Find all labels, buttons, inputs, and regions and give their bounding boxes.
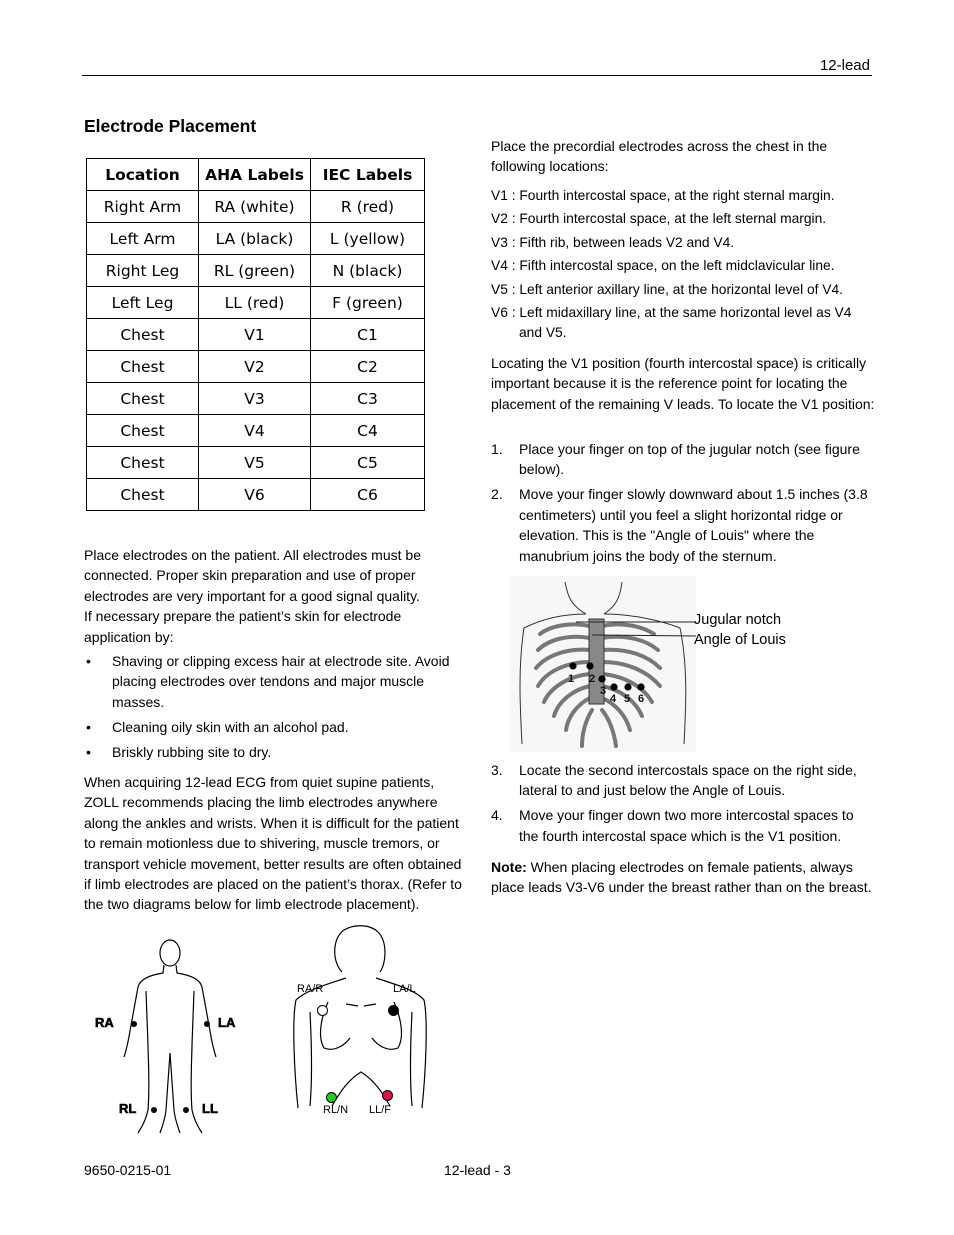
- cell-location: Left Arm: [87, 223, 199, 255]
- rl-electrode-dot: [326, 1092, 337, 1103]
- v-lead-item: V4 : Fifth intercostal space, on the left midclavicular line.: [491, 258, 835, 274]
- rl-n-label: RL/N: [323, 1104, 349, 1116]
- v-lead-item: V2 : Fourth intercostal space, at the left sternal margin.: [491, 211, 827, 227]
- section-title: Electrode Placement: [84, 116, 257, 136]
- ll-label: LL: [202, 1101, 218, 1116]
- cell-aha: V1: [199, 319, 311, 351]
- list-item: • Cleaning oily skin with an alcohol pad.: [84, 717, 464, 737]
- steps-list-b: [491, 760, 876, 851]
- table-row: [87, 319, 425, 351]
- header-iec: IEC Labels: [311, 159, 425, 191]
- la-label: LA: [218, 1015, 236, 1030]
- lead-number: 4: [610, 693, 617, 705]
- table-row: [87, 351, 425, 383]
- intro-paragraph: Place electrodes on the patient. All electrodes must be connected. Proper skin preparation and use of proper electrodes are very important for a good signal quality.: [84, 547, 421, 604]
- cell-iec: L (yellow): [311, 223, 425, 255]
- table-row: [87, 255, 425, 287]
- cell-location: Chest: [87, 415, 199, 447]
- lead-number: 3: [600, 685, 607, 697]
- cell-aha: LA (black): [199, 223, 311, 255]
- ll-electrode-dot: [382, 1090, 393, 1101]
- cell-location: Chest: [87, 447, 199, 479]
- list-item: 2. Move your finger slowly downward about 1.5 inches (3.8 centimeters) until you feel a slight horizontal ridge or elevation. This is the "Angle of Louis" where the manubrium joins the body of the sternum.: [491, 486, 868, 564]
- full-body-figure: [90, 935, 250, 1140]
- cell-iec: R (red): [311, 191, 425, 223]
- cell-location: Chest: [87, 479, 199, 511]
- v-lead-list: [491, 186, 876, 347]
- torso-figure: [288, 920, 434, 1120]
- list-item: • Shaving or clipping excess hair at electrode site. Avoid placing electrodes over tendons and major muscle masses.: [86, 653, 450, 710]
- la-l-label: LA/L: [393, 983, 416, 995]
- table-row: [87, 223, 425, 255]
- cell-location: Chest: [87, 319, 199, 351]
- ra-r-label: RA/R: [297, 983, 324, 995]
- cell-iec: C6: [311, 479, 425, 511]
- v-lead-item: V3 : Fifth rib, between leads V2 and V4.: [491, 234, 735, 250]
- ribcage-figure: [510, 576, 700, 752]
- prep-paragraph: If necessary prepare the patient’s skin for electrode application by:: [84, 608, 402, 645]
- cell-aha: LL (red): [199, 287, 311, 319]
- lead-number: 1: [568, 673, 575, 685]
- table-row: [87, 447, 425, 479]
- rl-label: RL: [119, 1101, 137, 1116]
- ll-f-label: LL/F: [369, 1104, 392, 1116]
- cell-location: Chest: [87, 351, 199, 383]
- bullet-symbol: •: [86, 653, 91, 670]
- bullet-symbol: •: [86, 743, 91, 760]
- cell-location: Right Arm: [87, 191, 199, 223]
- cell-aha: V6: [199, 479, 311, 511]
- list-item: 3. Locate the second intercostals space on the right side, lateral to and just below the Angle of Louis.: [491, 762, 857, 799]
- header-rule: [82, 75, 872, 76]
- cell-iec: C2: [311, 351, 425, 383]
- locating-paragraph: Locating the V1 position (fourth intercostal space) is critically important because it is the reference point for locating the placement of the remaining V leads. To locate the V1 position:: [491, 355, 875, 412]
- header-aha: AHA Labels: [199, 159, 311, 191]
- document-number: 9650-0215-01: [84, 1162, 172, 1178]
- la-electrode-dot: [388, 1005, 399, 1016]
- prep-bullet-list: [84, 651, 464, 762]
- note-text: When placing electrodes on female patients, always place leads V3-V6 under the breast rather than on the breast.: [491, 859, 872, 896]
- v-lead-item: V6 : Left midaxillary line, at the same horizontal level as V4 and V5.: [491, 305, 852, 341]
- cell-aha: V2: [199, 351, 311, 383]
- cell-iec: F (green): [311, 287, 425, 319]
- running-header: 12-lead: [819, 57, 870, 74]
- cell-location: Chest: [87, 383, 199, 415]
- cell-iec: N (black): [311, 255, 425, 287]
- jugular-notch-label: Jugular notch: [694, 612, 782, 628]
- cell-location: Right Leg: [87, 255, 199, 287]
- table-row: [87, 415, 425, 447]
- table-row: [87, 383, 425, 415]
- cell-aha: V4: [199, 415, 311, 447]
- list-item: • Briskly rubbing site to dry.: [84, 742, 464, 762]
- cell-aha: RA (white): [199, 191, 311, 223]
- v-lead-item: V1 : Fourth intercostal space, at the right sternal margin.: [491, 188, 835, 203]
- cell-iec: C1: [311, 319, 425, 351]
- lead-number: 5: [624, 693, 631, 705]
- steps-list-a: [491, 439, 876, 570]
- ra-label: RA: [95, 1015, 114, 1030]
- table-row: [87, 191, 425, 223]
- cell-iec: C4: [311, 415, 425, 447]
- angle-of-louis-label: Angle of Louis: [694, 632, 786, 648]
- table-row: [87, 479, 425, 511]
- cell-location: Left Leg: [87, 287, 199, 319]
- list-item: 4. Move your finger down two more intercostal spaces to the fourth intercostal space which is the V1 position.: [491, 807, 854, 844]
- lead-number: 2: [589, 673, 596, 685]
- header-location: Location: [87, 159, 199, 191]
- electrode-label-table: [86, 158, 425, 511]
- lead-number: 6: [638, 693, 645, 705]
- cell-aha: RL (green): [199, 255, 311, 287]
- acquire-paragraph: When acquiring 12-lead ECG from quiet supine patients, ZOLL recommends placing the limb electrodes anywhere along the ankles and wrists. When it is difficult for the patient to remain motionless due to shivering, muscle tremors, or transport vehicle movement, better results are often obtained if limb electrodes are placed on the patient’s thorax. (Refer to the two diagrams below for limb electrode placement).: [84, 774, 462, 913]
- cell-aha: V5: [199, 447, 311, 479]
- cell-aha: V3: [199, 383, 311, 415]
- ra-electrode-dot: [317, 1005, 328, 1016]
- list-item: 1. Place your finger on top of the jugular notch (see figure below).: [491, 441, 860, 478]
- note-paragraph: [491, 857, 876, 898]
- cell-iec: C5: [311, 447, 425, 479]
- table-row: [87, 287, 425, 319]
- left-text-block: [84, 545, 464, 767]
- page-number: 12-lead - 3: [444, 1162, 511, 1178]
- precordial-intro: Place the precordial electrodes across the chest in the following locations:: [491, 138, 828, 175]
- cell-iec: C3: [311, 383, 425, 415]
- v-lead-item: V5 : Left anterior axillary line, at the horizontal level of V4.: [491, 281, 844, 297]
- note-label: Note:: [491, 859, 527, 875]
- bullet-symbol: •: [86, 718, 91, 735]
- table-header-row: [87, 159, 425, 191]
